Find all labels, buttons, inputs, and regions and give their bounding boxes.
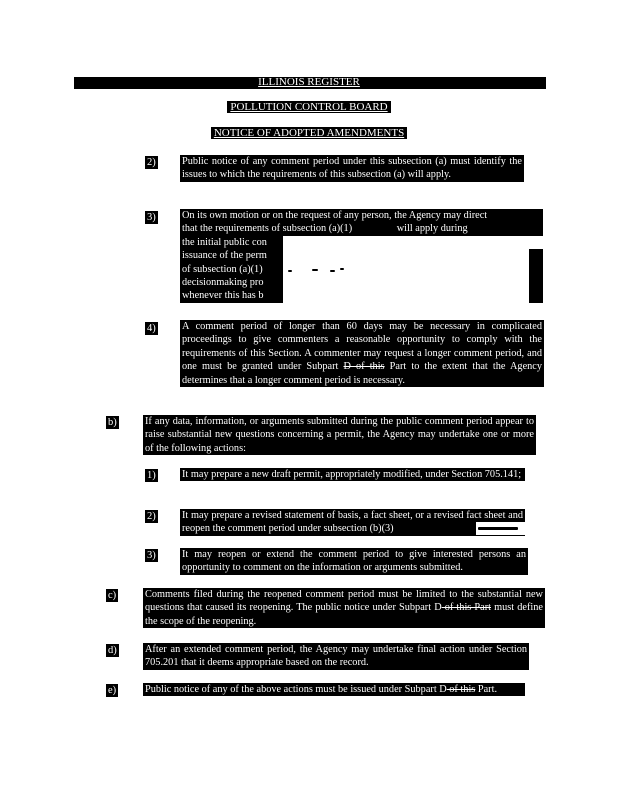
paragraph-a2: Public notice of any comment period under this subsection (a) must identify the issues to which the requirements of this subsection (a) will apply. [182, 156, 522, 181]
item-label: 1) [147, 470, 156, 481]
paragraph-c: Comments filed during the reopened comment period must be limited to the substantial new questions that caused its reopening. The public notice under Subpart D of this Part must define the scope of the reopening. [145, 589, 543, 627]
scan-speck [312, 269, 318, 271]
item-label: 3) [147, 550, 156, 561]
a3-line: decisionmaking pro [182, 277, 264, 289]
scan-speck [340, 268, 344, 270]
scan-speck [288, 270, 292, 272]
a3-line: issuance of the perm [182, 250, 267, 262]
register-title-text: ILLINOIS REGISTER [258, 76, 360, 88]
item-label: e) [108, 685, 117, 696]
paragraph-d: After an extended comment period, the Agency may undertake final action under Section 705.201 that it deems appropriate based on the record. [145, 644, 527, 669]
item-label: 4) [147, 323, 156, 334]
paragraph-a4: A comment period of longer than 60 days may be necessary in complicated proceedings to give commenters a reasonable opportunity to comply with the requirements of this Section. A commenter may request a longer comment period, and one must be granted under Subpart D of this Part to the extent that the Agency determines that a longer comment period is necessary. [182, 321, 543, 386]
scan-speck [330, 270, 335, 272]
redaction-block [520, 236, 543, 249]
redaction-block [283, 236, 529, 304]
item-label: 2) [147, 511, 156, 522]
item-label: c) [108, 590, 117, 601]
notice-title [0, 127, 618, 140]
item-label: 3) [147, 212, 156, 223]
paragraph-b1: It may prepare a new draft permit, appropriately modified, under Section 705.141; [180, 468, 525, 481]
board-title-text: POLLUTION CONTROL BOARD [227, 101, 390, 113]
register-title [0, 76, 618, 89]
paragraph-b3: It may reopen or extend the comment period to give interested persons an opportunity to comment on the information or arguments submitted. [182, 549, 526, 574]
item-label: 2) [147, 157, 156, 168]
scan-speck [478, 527, 518, 530]
paragraph-b: If any data, information, or arguments submitted during the public comment period appear to raise substantial new questions concerning a permit, the Agency may undertake one or more of the following actions: [145, 416, 534, 454]
item-label: d) [108, 645, 117, 656]
a3-line: that the requirements of subsection (a)(1) will apply during [182, 223, 468, 235]
a3-line: On its own motion or on the request of any person, the Agency may direct [182, 210, 488, 221]
notice-title-text: NOTICE OF ADOPTED AMENDMENTS [211, 127, 407, 139]
a3-line: the initial public con [182, 236, 267, 248]
a3-line: of subsection (a)(1) [182, 263, 263, 275]
a3-line: whenever this has b [182, 290, 264, 302]
board-title [0, 101, 618, 114]
paragraph-e: Public notice of any of the above actions must be issued under Subpart D of this Part. [143, 683, 525, 696]
paragraph-b2: It may prepare a revised statement of basis, a fact sheet, or a revised fact sheet and reopen the comment period under subsection (b)(3) [182, 510, 523, 535]
item-label: b) [108, 417, 117, 428]
